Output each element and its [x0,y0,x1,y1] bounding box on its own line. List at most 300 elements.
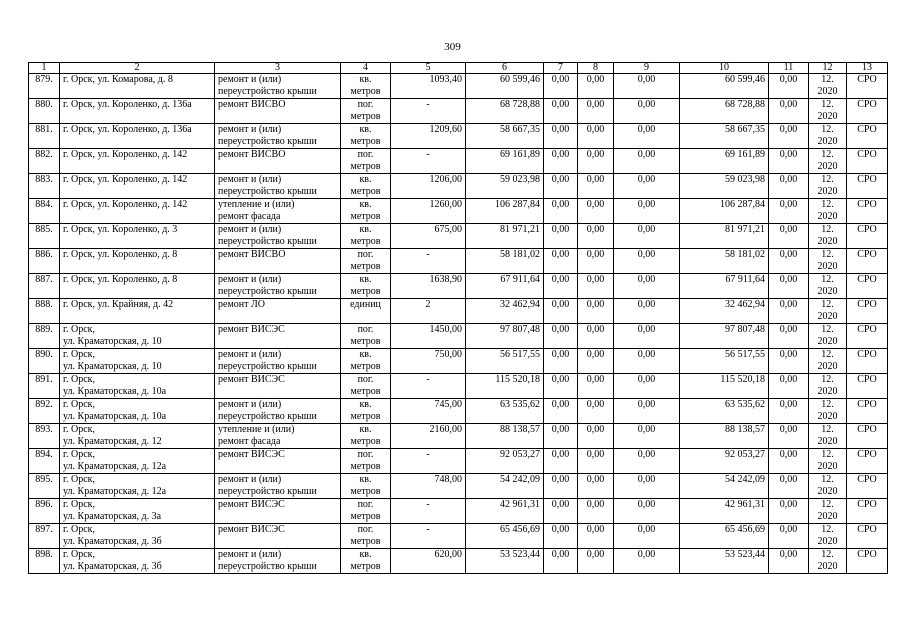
col10-cell: 88 138,57 [680,424,769,449]
col8-cell: 0,00 [578,174,614,199]
row-number: 890. [29,349,60,374]
table-row [29,174,888,199]
total-cost-cell: 42 961,31 [466,499,544,524]
address-cell-line: г. Орск, ул. Короленко, д. 136а [63,124,192,135]
period-cell-line: 2020 [817,411,838,422]
row-number: 895. [29,474,60,499]
unit-cell-line: метров [350,86,381,97]
col11-cell: 0,00 [769,74,809,99]
address-cell-line: г. Орск, [63,549,95,560]
work-type-cell-line: ремонт и (или) [218,399,282,410]
col8-cell: 0,00 [578,524,614,549]
work-type-cell-line: ремонт и (или) [218,474,282,485]
unit-cell [341,124,391,149]
col10-cell: 53 523,44 [680,549,769,574]
col10-cell: 56 517,55 [680,349,769,374]
table-row [29,74,888,99]
period-cell-line: 2020 [817,236,838,247]
address-cell [60,349,215,374]
table-row [29,274,888,299]
address-cell [60,149,215,174]
col8-cell: 0,00 [578,149,614,174]
method-cell: СРО [847,199,888,224]
period-cell-line: 2020 [817,386,838,397]
work-type-cell [215,274,341,299]
work-type-cell-line: ремонт и (или) [218,549,282,560]
volume-cell: 1450,00 [391,324,466,349]
column-number-row [29,63,888,74]
address-cell-line: ул. Краматорская, д. 3б [63,536,162,547]
col11-cell: 0,00 [769,174,809,199]
volume-cell: 745,00 [391,399,466,424]
col11-cell: 0,00 [769,549,809,574]
table-row [29,249,888,274]
unit-cell-line: кв. [359,199,372,210]
address-cell-line: г. Орск, ул. Короленко, д. 142 [63,174,188,185]
unit-cell-line: единиц [350,299,381,310]
work-type-cell [215,224,341,249]
address-cell-line: ул. Краматорская, д. 10 [63,336,162,347]
table-row [29,399,888,424]
period-cell-line: 2020 [817,211,838,222]
col11-cell: 0,00 [769,424,809,449]
address-cell [60,449,215,474]
unit-cell-line: кв. [359,74,372,85]
col9-cell: 0,00 [614,424,680,449]
row-number: 883. [29,174,60,199]
work-type-cell [215,149,341,174]
method-cell: СРО [847,124,888,149]
col11-cell: 0,00 [769,474,809,499]
col7-cell: 0,00 [544,74,578,99]
col9-cell: 0,00 [614,299,680,324]
col11-cell: 0,00 [769,299,809,324]
period-cell-line: 2020 [817,261,838,272]
col11-cell: 0,00 [769,374,809,399]
unit-cell-line: пог. [357,499,374,510]
col11-cell: 0,00 [769,399,809,424]
period-cell [809,299,847,324]
address-cell-line: г. Орск, [63,524,95,535]
table-row [29,524,888,549]
unit-cell [341,524,391,549]
method-cell: СРО [847,349,888,374]
method-cell: СРО [847,299,888,324]
column-header-9: 9 [614,63,680,74]
col10-cell: 59 023,98 [680,174,769,199]
col8-cell: 0,00 [578,74,614,99]
period-cell-line: 2020 [817,86,838,97]
table-row [29,324,888,349]
col10-cell: 65 456,69 [680,524,769,549]
col10-cell: 68 728,88 [680,99,769,124]
total-cost-cell: 88 138,57 [466,424,544,449]
work-type-cell [215,74,341,99]
total-cost-cell: 54 242,09 [466,474,544,499]
work-type-cell-line: ремонт и (или) [218,224,282,235]
unit-cell-line: метров [350,236,381,247]
unit-cell-line: метров [350,386,381,397]
total-cost-cell: 68 728,88 [466,99,544,124]
col11-cell: 0,00 [769,349,809,374]
table-row [29,99,888,124]
col8-cell: 0,00 [578,424,614,449]
work-type-cell-line: ремонт и (или) [218,174,282,185]
work-type-cell [215,499,341,524]
work-type-cell [215,424,341,449]
work-type-cell [215,199,341,224]
period-cell-line: 2020 [817,561,838,572]
col9-cell: 0,00 [614,499,680,524]
work-type-cell [215,549,341,574]
address-cell-line: ул. Краматорская, д. 10а [63,386,167,397]
work-type-cell [215,524,341,549]
work-type-cell [215,99,341,124]
volume-cell: 1206,00 [391,174,466,199]
col7-cell: 0,00 [544,249,578,274]
unit-cell-line: метров [350,336,381,347]
period-cell-line: 2020 [817,136,838,147]
row-number: 884. [29,199,60,224]
table-row [29,199,888,224]
data-table [28,62,888,574]
address-cell [60,174,215,199]
work-type-cell-line: ремонт ВИСЭС [218,524,285,535]
work-type-cell-line: ремонт ВИСЭС [218,499,285,510]
period-cell [809,174,847,199]
col9-cell: 0,00 [614,474,680,499]
method-cell: СРО [847,224,888,249]
col7-cell: 0,00 [544,474,578,499]
col10-cell: 92 053,27 [680,449,769,474]
address-cell [60,324,215,349]
method-cell: СРО [847,549,888,574]
address-cell-line: ул. Краматорская, д. 3а [63,511,162,522]
unit-cell-line: кв. [359,424,372,435]
total-cost-cell: 81 971,21 [466,224,544,249]
column-header-11: 11 [769,63,809,74]
unit-cell-line: пог. [357,149,374,160]
unit-cell-line: пог. [357,99,374,110]
col9-cell: 0,00 [614,99,680,124]
unit-cell [341,224,391,249]
total-cost-cell: 67 911,64 [466,274,544,299]
unit-cell-line: метров [350,511,381,522]
period-cell-line: 12. [821,424,834,435]
column-header-7: 7 [544,63,578,74]
period-cell-line: 2020 [817,336,838,347]
unit-cell-line: пог. [357,324,374,335]
volume-cell: 2 [391,299,466,324]
table-row [29,474,888,499]
total-cost-cell: 32 462,94 [466,299,544,324]
work-type-cell-line: ремонт ЛО [218,299,265,310]
volume-cell: 2160,00 [391,424,466,449]
period-cell-line: 12. [821,249,834,260]
volume-cell: - [391,99,466,124]
col9-cell: 0,00 [614,449,680,474]
address-cell-line: г. Орск, [63,449,95,460]
col9-cell: 0,00 [614,399,680,424]
col7-cell: 0,00 [544,274,578,299]
address-cell [60,299,215,324]
address-cell [60,224,215,249]
address-cell-line: г. Орск, [63,424,95,435]
column-header-5: 5 [391,63,466,74]
col9-cell: 0,00 [614,524,680,549]
period-cell [809,349,847,374]
col10-cell: 58 181,02 [680,249,769,274]
work-type-cell-line: переустройство крыши [218,361,317,372]
row-number: 879. [29,74,60,99]
period-cell-line: 12. [821,549,834,560]
col7-cell: 0,00 [544,299,578,324]
total-cost-cell: 63 535,62 [466,399,544,424]
address-cell-line: г. Орск, [63,324,95,335]
unit-cell [341,474,391,499]
total-cost-cell: 65 456,69 [466,524,544,549]
total-cost-cell: 53 523,44 [466,549,544,574]
volume-cell: 1093,40 [391,74,466,99]
table-row [29,349,888,374]
unit-cell [341,274,391,299]
col10-cell: 69 161,89 [680,149,769,174]
total-cost-cell: 115 520,18 [466,374,544,399]
work-type-cell-line: переустройство крыши [218,286,317,297]
period-cell [809,549,847,574]
unit-cell [341,299,391,324]
table-row [29,224,888,249]
period-cell-line: 12. [821,499,834,510]
col8-cell: 0,00 [578,499,614,524]
col9-cell: 0,00 [614,324,680,349]
row-number: 885. [29,224,60,249]
unit-cell-line: метров [350,111,381,122]
row-number: 893. [29,424,60,449]
col11-cell: 0,00 [769,199,809,224]
col7-cell: 0,00 [544,549,578,574]
unit-cell [341,74,391,99]
period-cell [809,374,847,399]
unit-cell [341,249,391,274]
col7-cell: 0,00 [544,399,578,424]
unit-cell-line: кв. [359,224,372,235]
table-row [29,499,888,524]
work-type-cell-line: ремонт и (или) [218,349,282,360]
table-body [29,74,888,574]
column-header-6: 6 [466,63,544,74]
unit-cell-line: пог. [357,374,374,385]
col11-cell: 0,00 [769,249,809,274]
volume-cell: 1638,90 [391,274,466,299]
row-number: 888. [29,299,60,324]
table-row [29,424,888,449]
unit-cell [341,324,391,349]
work-type-cell-line: переустройство крыши [218,236,317,247]
col8-cell: 0,00 [578,99,614,124]
work-type-cell-line: переустройство крыши [218,186,317,197]
address-cell [60,399,215,424]
total-cost-cell: 58 181,02 [466,249,544,274]
total-cost-cell: 97 807,48 [466,324,544,349]
col10-cell: 106 287,84 [680,199,769,224]
period-cell [809,324,847,349]
col8-cell: 0,00 [578,124,614,149]
work-type-cell-line: ремонт ВИСВО [218,99,286,110]
row-number: 897. [29,524,60,549]
col9-cell: 0,00 [614,549,680,574]
period-cell-line: 12. [821,149,834,160]
column-header-4: 4 [341,63,391,74]
period-cell [809,424,847,449]
column-header-10: 10 [680,63,769,74]
col10-cell: 54 242,09 [680,474,769,499]
method-cell: СРО [847,99,888,124]
total-cost-cell: 92 053,27 [466,449,544,474]
period-cell-line: 12. [821,399,834,410]
unit-cell-line: кв. [359,399,372,410]
column-header-12: 12 [809,63,847,74]
column-header-13: 13 [847,63,888,74]
unit-cell-line: пог. [357,449,374,460]
volume-cell: - [391,499,466,524]
col7-cell: 0,00 [544,99,578,124]
col11-cell: 0,00 [769,149,809,174]
period-cell [809,474,847,499]
method-cell: СРО [847,374,888,399]
period-cell-line: 2020 [817,161,838,172]
col10-cell: 67 911,64 [680,274,769,299]
address-cell [60,74,215,99]
address-cell [60,274,215,299]
volume-cell: - [391,149,466,174]
total-cost-cell: 69 161,89 [466,149,544,174]
col11-cell: 0,00 [769,274,809,299]
total-cost-cell: 59 023,98 [466,174,544,199]
period-cell [809,499,847,524]
unit-cell [341,449,391,474]
table-row [29,449,888,474]
row-number: 880. [29,99,60,124]
period-cell-line: 12. [821,449,834,460]
work-type-cell [215,374,341,399]
address-cell [60,374,215,399]
col9-cell: 0,00 [614,274,680,299]
col8-cell: 0,00 [578,274,614,299]
unit-cell [341,499,391,524]
col8-cell: 0,00 [578,549,614,574]
col9-cell: 0,00 [614,174,680,199]
col10-cell: 32 462,94 [680,299,769,324]
period-cell-line: 2020 [817,511,838,522]
address-cell-line: ул. Краматорская, д. 12а [63,461,167,472]
col8-cell: 0,00 [578,224,614,249]
work-type-cell [215,449,341,474]
unit-cell [341,349,391,374]
method-cell: СРО [847,524,888,549]
method-cell: СРО [847,499,888,524]
period-cell-line: 12. [821,349,834,360]
col7-cell: 0,00 [544,524,578,549]
unit-cell-line: кв. [359,549,372,560]
col7-cell: 0,00 [544,349,578,374]
unit-cell [341,374,391,399]
col8-cell: 0,00 [578,374,614,399]
period-cell [809,249,847,274]
col7-cell: 0,00 [544,499,578,524]
col8-cell: 0,00 [578,449,614,474]
col8-cell: 0,00 [578,199,614,224]
unit-cell-line: метров [350,361,381,372]
col7-cell: 0,00 [544,424,578,449]
col11-cell: 0,00 [769,324,809,349]
unit-cell-line: метров [350,536,381,547]
address-cell-line: ул. Краматорская, д. 12а [63,486,167,497]
work-type-cell [215,474,341,499]
col10-cell: 58 667,35 [680,124,769,149]
address-cell-line: г. Орск, ул. Короленко, д. 8 [63,274,178,285]
address-cell-line: ул. Краматорская, д. 3б [63,561,162,572]
unit-cell [341,149,391,174]
unit-cell [341,399,391,424]
total-cost-cell: 60 599,46 [466,74,544,99]
total-cost-cell: 106 287,84 [466,199,544,224]
col9-cell: 0,00 [614,374,680,399]
method-cell: СРО [847,424,888,449]
unit-cell-line: кв. [359,474,372,485]
col7-cell: 0,00 [544,374,578,399]
unit-cell-line: пог. [357,249,374,260]
volume-cell: - [391,249,466,274]
volume-cell: 1260,00 [391,199,466,224]
period-cell-line: 2020 [817,311,838,322]
col8-cell: 0,00 [578,349,614,374]
address-cell [60,99,215,124]
period-cell-line: 12. [821,74,834,85]
work-type-cell [215,349,341,374]
address-cell [60,199,215,224]
period-cell [809,524,847,549]
address-cell-line: г. Орск, [63,399,95,410]
volume-cell: - [391,374,466,399]
col8-cell: 0,00 [578,299,614,324]
address-cell [60,549,215,574]
address-cell-line: ул. Краматорская, д. 10 [63,361,162,372]
address-cell-line: г. Орск, [63,374,95,385]
unit-cell-line: метров [350,436,381,447]
row-number: 896. [29,499,60,524]
unit-cell-line: метров [350,136,381,147]
address-cell [60,499,215,524]
col9-cell: 0,00 [614,124,680,149]
period-cell-line: 12. [821,324,834,335]
period-cell [809,74,847,99]
col7-cell: 0,00 [544,149,578,174]
col7-cell: 0,00 [544,449,578,474]
work-type-cell-line: переустройство крыши [218,136,317,147]
row-number: 881. [29,124,60,149]
period-cell [809,149,847,174]
row-number: 886. [29,249,60,274]
total-cost-cell: 58 667,35 [466,124,544,149]
period-cell-line: 12. [821,199,834,210]
work-type-cell-line: ремонт и (или) [218,74,282,85]
period-cell-line: 2020 [817,186,838,197]
unit-cell-line: метров [350,211,381,222]
volume-cell: - [391,524,466,549]
col11-cell: 0,00 [769,124,809,149]
col7-cell: 0,00 [544,124,578,149]
